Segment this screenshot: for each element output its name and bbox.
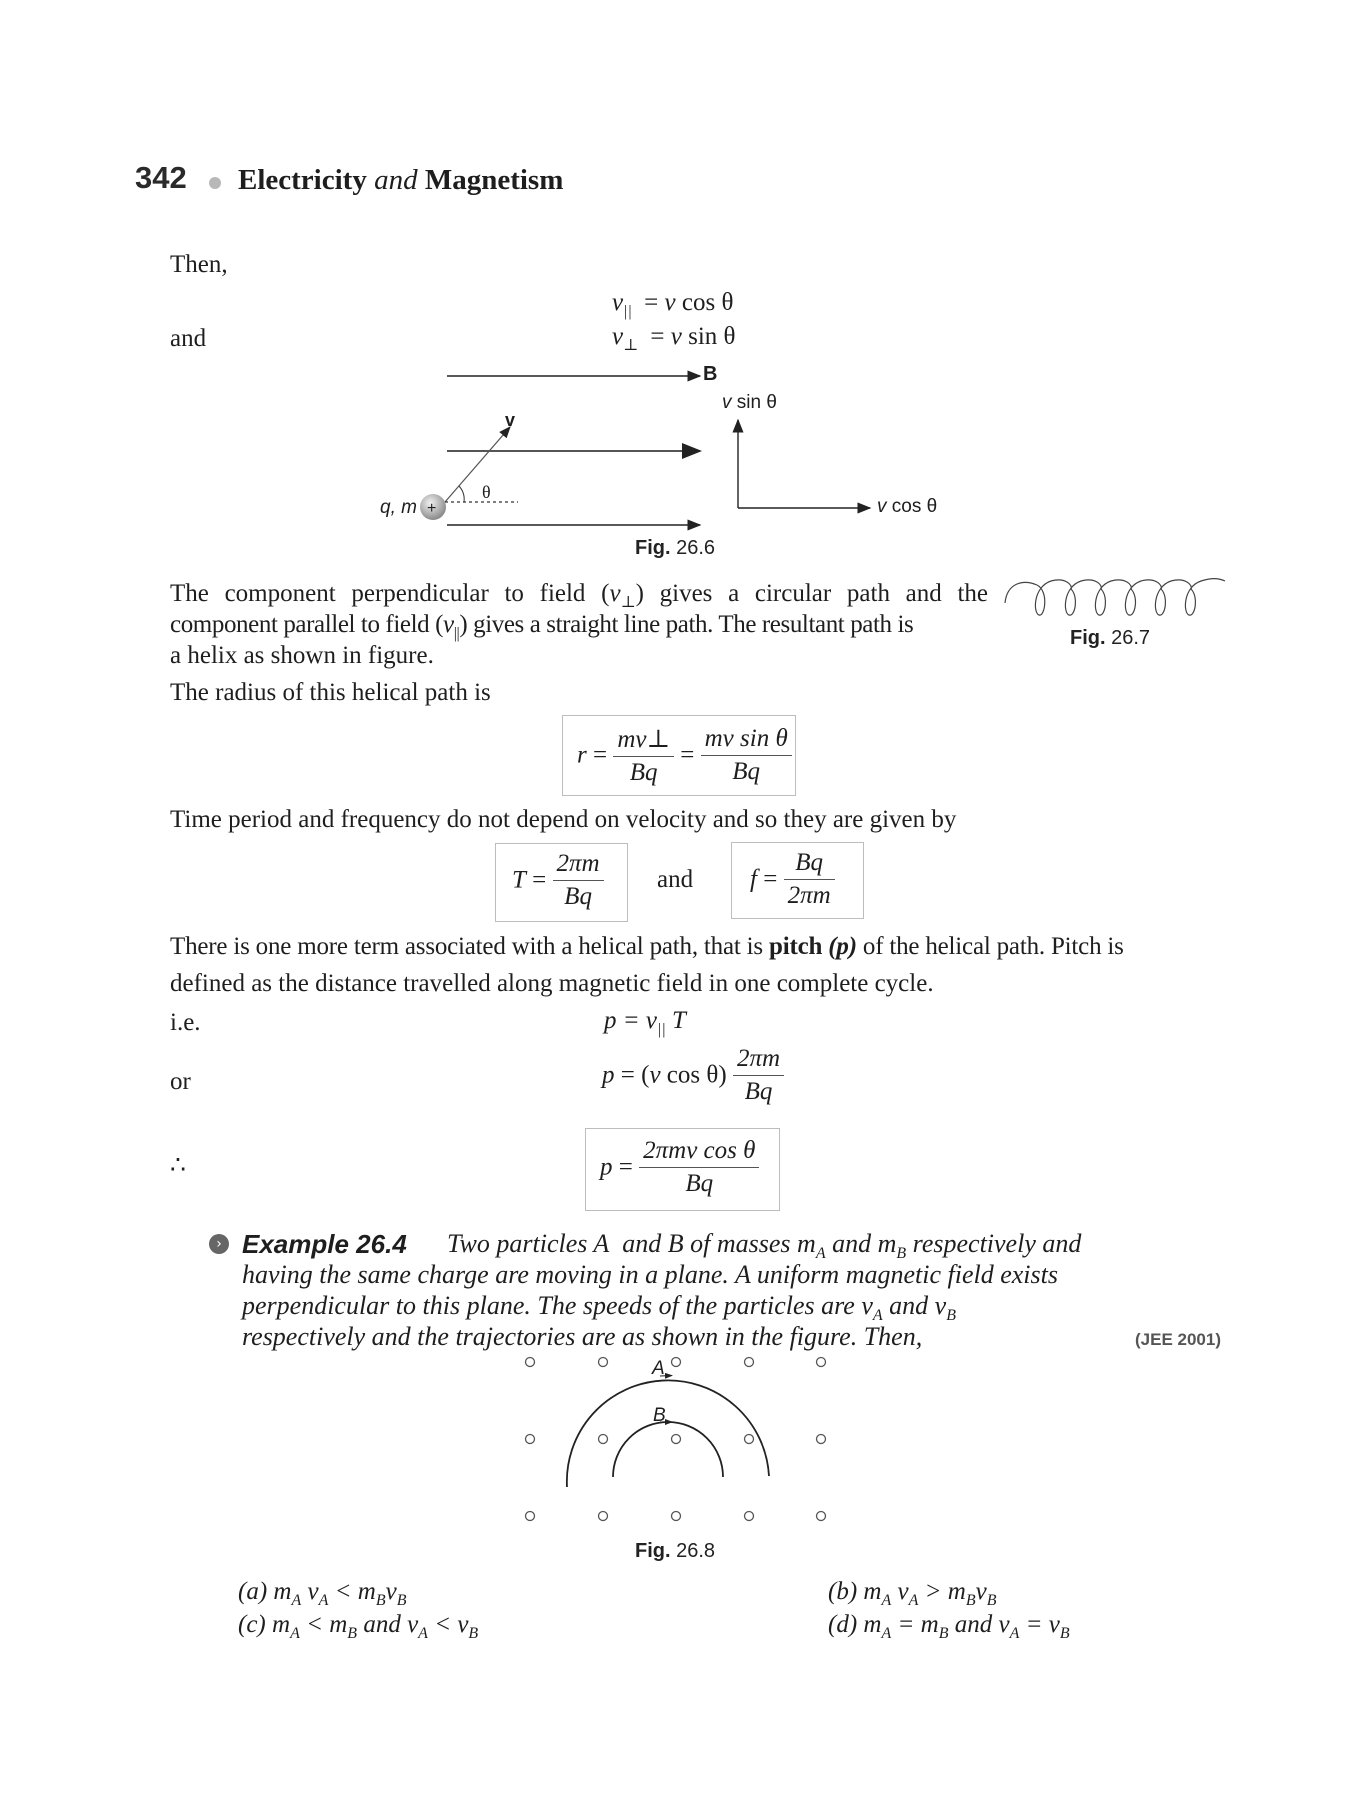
then-label: Then, [170, 251, 228, 278]
pitch-equation-2: p = (v cos θ) $\frac{2\pi m}{Bq}$ [602, 1045, 784, 1106]
field-label-b: B [703, 363, 718, 385]
example-line-1: Two particles A and B of masses $m_A$ and $m_B$ respectively and [447, 1229, 1082, 1263]
paragraph-3-line-2: defined as the distance travelled along magnetic field in one complete cycle. [170, 970, 934, 997]
frequency-equation-box [731, 842, 864, 919]
option-c[interactable]: (c) $m_A < m_B$ and $v_A < v_B$ [238, 1611, 479, 1642]
pitch-result-box [585, 1128, 780, 1211]
charge-mass-label: q, m [380, 497, 417, 518]
svg-text:+: + [427, 500, 437, 517]
paragraph-2: Time period and frequency do not depend on velocity and so they are given by [170, 806, 957, 833]
figure-26-8-trajectories [500, 1350, 860, 1535]
and-between-equations: and [657, 866, 694, 893]
title-word-2: Magnetism [424, 164, 564, 196]
paragraph-1-line-3: a helix as shown in figure. [170, 642, 434, 669]
therefore-symbol: ∴ [170, 1152, 186, 1179]
page-number: 342 [135, 160, 187, 195]
paragraph-1-line-1: The component perpendicular to field $(v_\perp)$ gives a circular path and the [170, 580, 988, 611]
velocity-arrow [445, 427, 510, 502]
fig-26-7-caption: Fig. 26.7 [1070, 627, 1151, 649]
option-b[interactable]: (b) $m_A$ $v_A > m_Bv_B$ [828, 1578, 997, 1609]
option-a[interactable]: (a) $m_A$ $v_A < m_Bv_B$ [238, 1578, 407, 1609]
and-label: and [170, 325, 207, 352]
period-equation-box [495, 843, 628, 922]
trajectory-label-b: B [653, 1405, 666, 1426]
paragraph-3-line-1: There is one more term associated with a helical path, that is pitch (p) of the helical path. Pitch is [170, 933, 1124, 960]
component-vcos-label: v cos θ [877, 496, 938, 517]
title-word-1: Electricity [238, 164, 367, 196]
eq-v-parallel: $v_{||} = v$ cos θ [612, 289, 734, 320]
eq-v-perp: $v_\perp = v$ sin θ [612, 323, 736, 354]
source-badge: (JEE 2001) [1135, 1330, 1221, 1349]
paragraph-1-line-2: component parallel to field $(v_{||})$ gives a straight line path. The resultant path is [170, 611, 914, 642]
example-chevron-icon: › [209, 1234, 229, 1254]
trajectory-a [567, 1380, 769, 1487]
example-heading: Example 26.4 [242, 1229, 407, 1259]
fig-26-6-caption: Fig. 26.6 [635, 537, 716, 559]
figure-26-7-helix [1003, 575, 1228, 620]
pitch-equation-3: p = $\frac{\text{2πmv cos θ}}{Bq}$ [600, 1137, 759, 1198]
component-vsin-label: v sin θ [722, 392, 777, 413]
chapter-title [238, 164, 563, 197]
paragraph-1-line-4: The radius of this helical path is [170, 679, 491, 706]
header-bullet-icon [209, 177, 221, 189]
example-line-4: respectively and the trajectories are as shown in the figure. Then, [242, 1322, 923, 1351]
title-word-and: and [374, 164, 418, 196]
trajectory-b [613, 1422, 723, 1477]
period-equation: T = $\frac{2\pi m}{Bq}$ [512, 850, 604, 911]
fig-26-8-caption: Fig. 26.8 [635, 1540, 716, 1562]
pitch-equation-1: $p = v_{||}$ T [604, 1007, 686, 1038]
trajectory-label-a: A [652, 1358, 665, 1379]
ie-label: i.e. [170, 1009, 201, 1036]
example-line-3: perpendicular to this plane. The speeds of the particles are $v_A$ and $v_B$ [242, 1291, 956, 1325]
angle-label: θ [482, 482, 491, 502]
radius-equation: r = $\frac{mv\perp}{Bq}$ = $\frac{\text{mv sin θ}}{Bq}$ [577, 724, 792, 787]
example-line-2: having the same charge are moving in a plane. A uniform magnetic field exists [242, 1260, 1058, 1289]
radius-equation-box [562, 715, 796, 796]
velocity-label: v [505, 410, 516, 430]
option-d[interactable]: (d) $m_A = m_B$ and $v_A = v_B$ [828, 1611, 1070, 1642]
frequency-equation: f = $\frac{Bq}{2\pi m}$ [750, 849, 835, 910]
or-label: or [170, 1068, 191, 1095]
